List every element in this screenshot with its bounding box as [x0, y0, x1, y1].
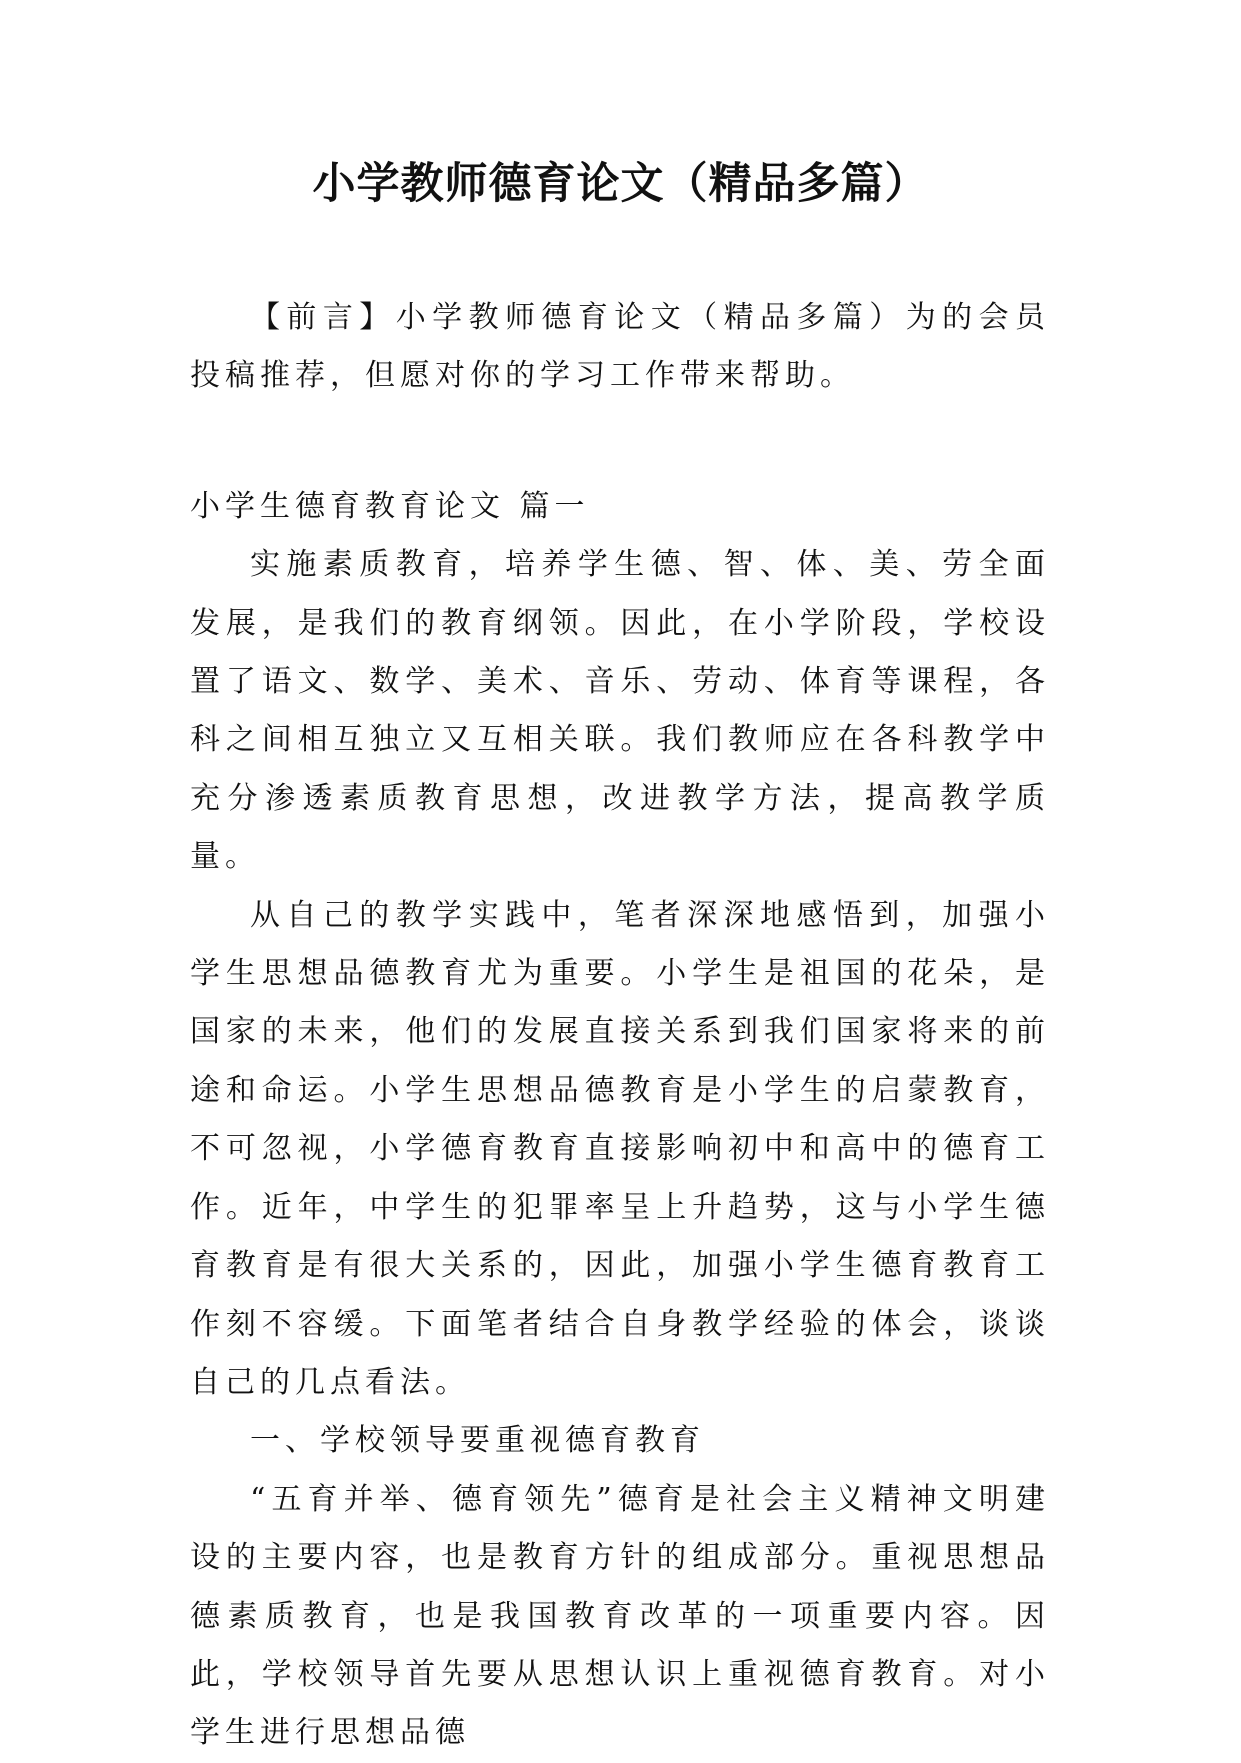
subsection-heading: 一、学校领导要重视德育教育 — [250, 1423, 705, 1459]
body-paragraph: 实施素质教育，培养学生德、智、体、美、劳全面发展，是我们的教育纲领。因此，在小学阶段，学校设置了语文、数学、美术、音乐、劳动、体育等课程，各科之间相互独立又互相关联。我们教师应在各科教学中充分渗透素质教育思想，改进教学方法，提高教学质量。 — [190, 547, 1050, 875]
document-body — [190, 289, 1050, 1763]
body-paragraph: 从自己的教学实践中，笔者深深地感悟到，加强小学生思想品德教育尤为重要。小学生是祖国的花朵，是国家的未来，他们的发展直接关系到我们国家将来的前途和命运。小学生思想品德教育是小学生的启蒙教育，不可忽视，小学德育教育直接影响初中和高中的德育工作。近年，中学生的犯罪率呈上升趋势，这与小学生德育教育是有很大关系的，因此，加强小学生德育教育工作刻不容缓。下面笔者结合自身教学经验的体会，谈谈自己的几点看法。 — [190, 897, 1050, 1400]
body-paragraph: “五育并举、德育领先”德育是社会主义精神文明建设的主要内容，也是教育方针的组成部分。重视思想品德素质教育，也是我国教育改革的一项重要内容。因此，学校领导首先要从思想认识上重视德育教育。对小学生进行思想品德 — [190, 1481, 1050, 1751]
document-title: 小学教师德育论文（精品多篇） — [312, 159, 929, 209]
section-heading: 小学生德育教育论文 篇一 — [190, 488, 590, 524]
preface-paragraph: 【前言】小学教师德育论文（精品多篇）为的会员投稿推荐，但愿对你的学习工作带来帮助。 — [190, 300, 1050, 394]
section-gap — [190, 406, 1050, 478]
